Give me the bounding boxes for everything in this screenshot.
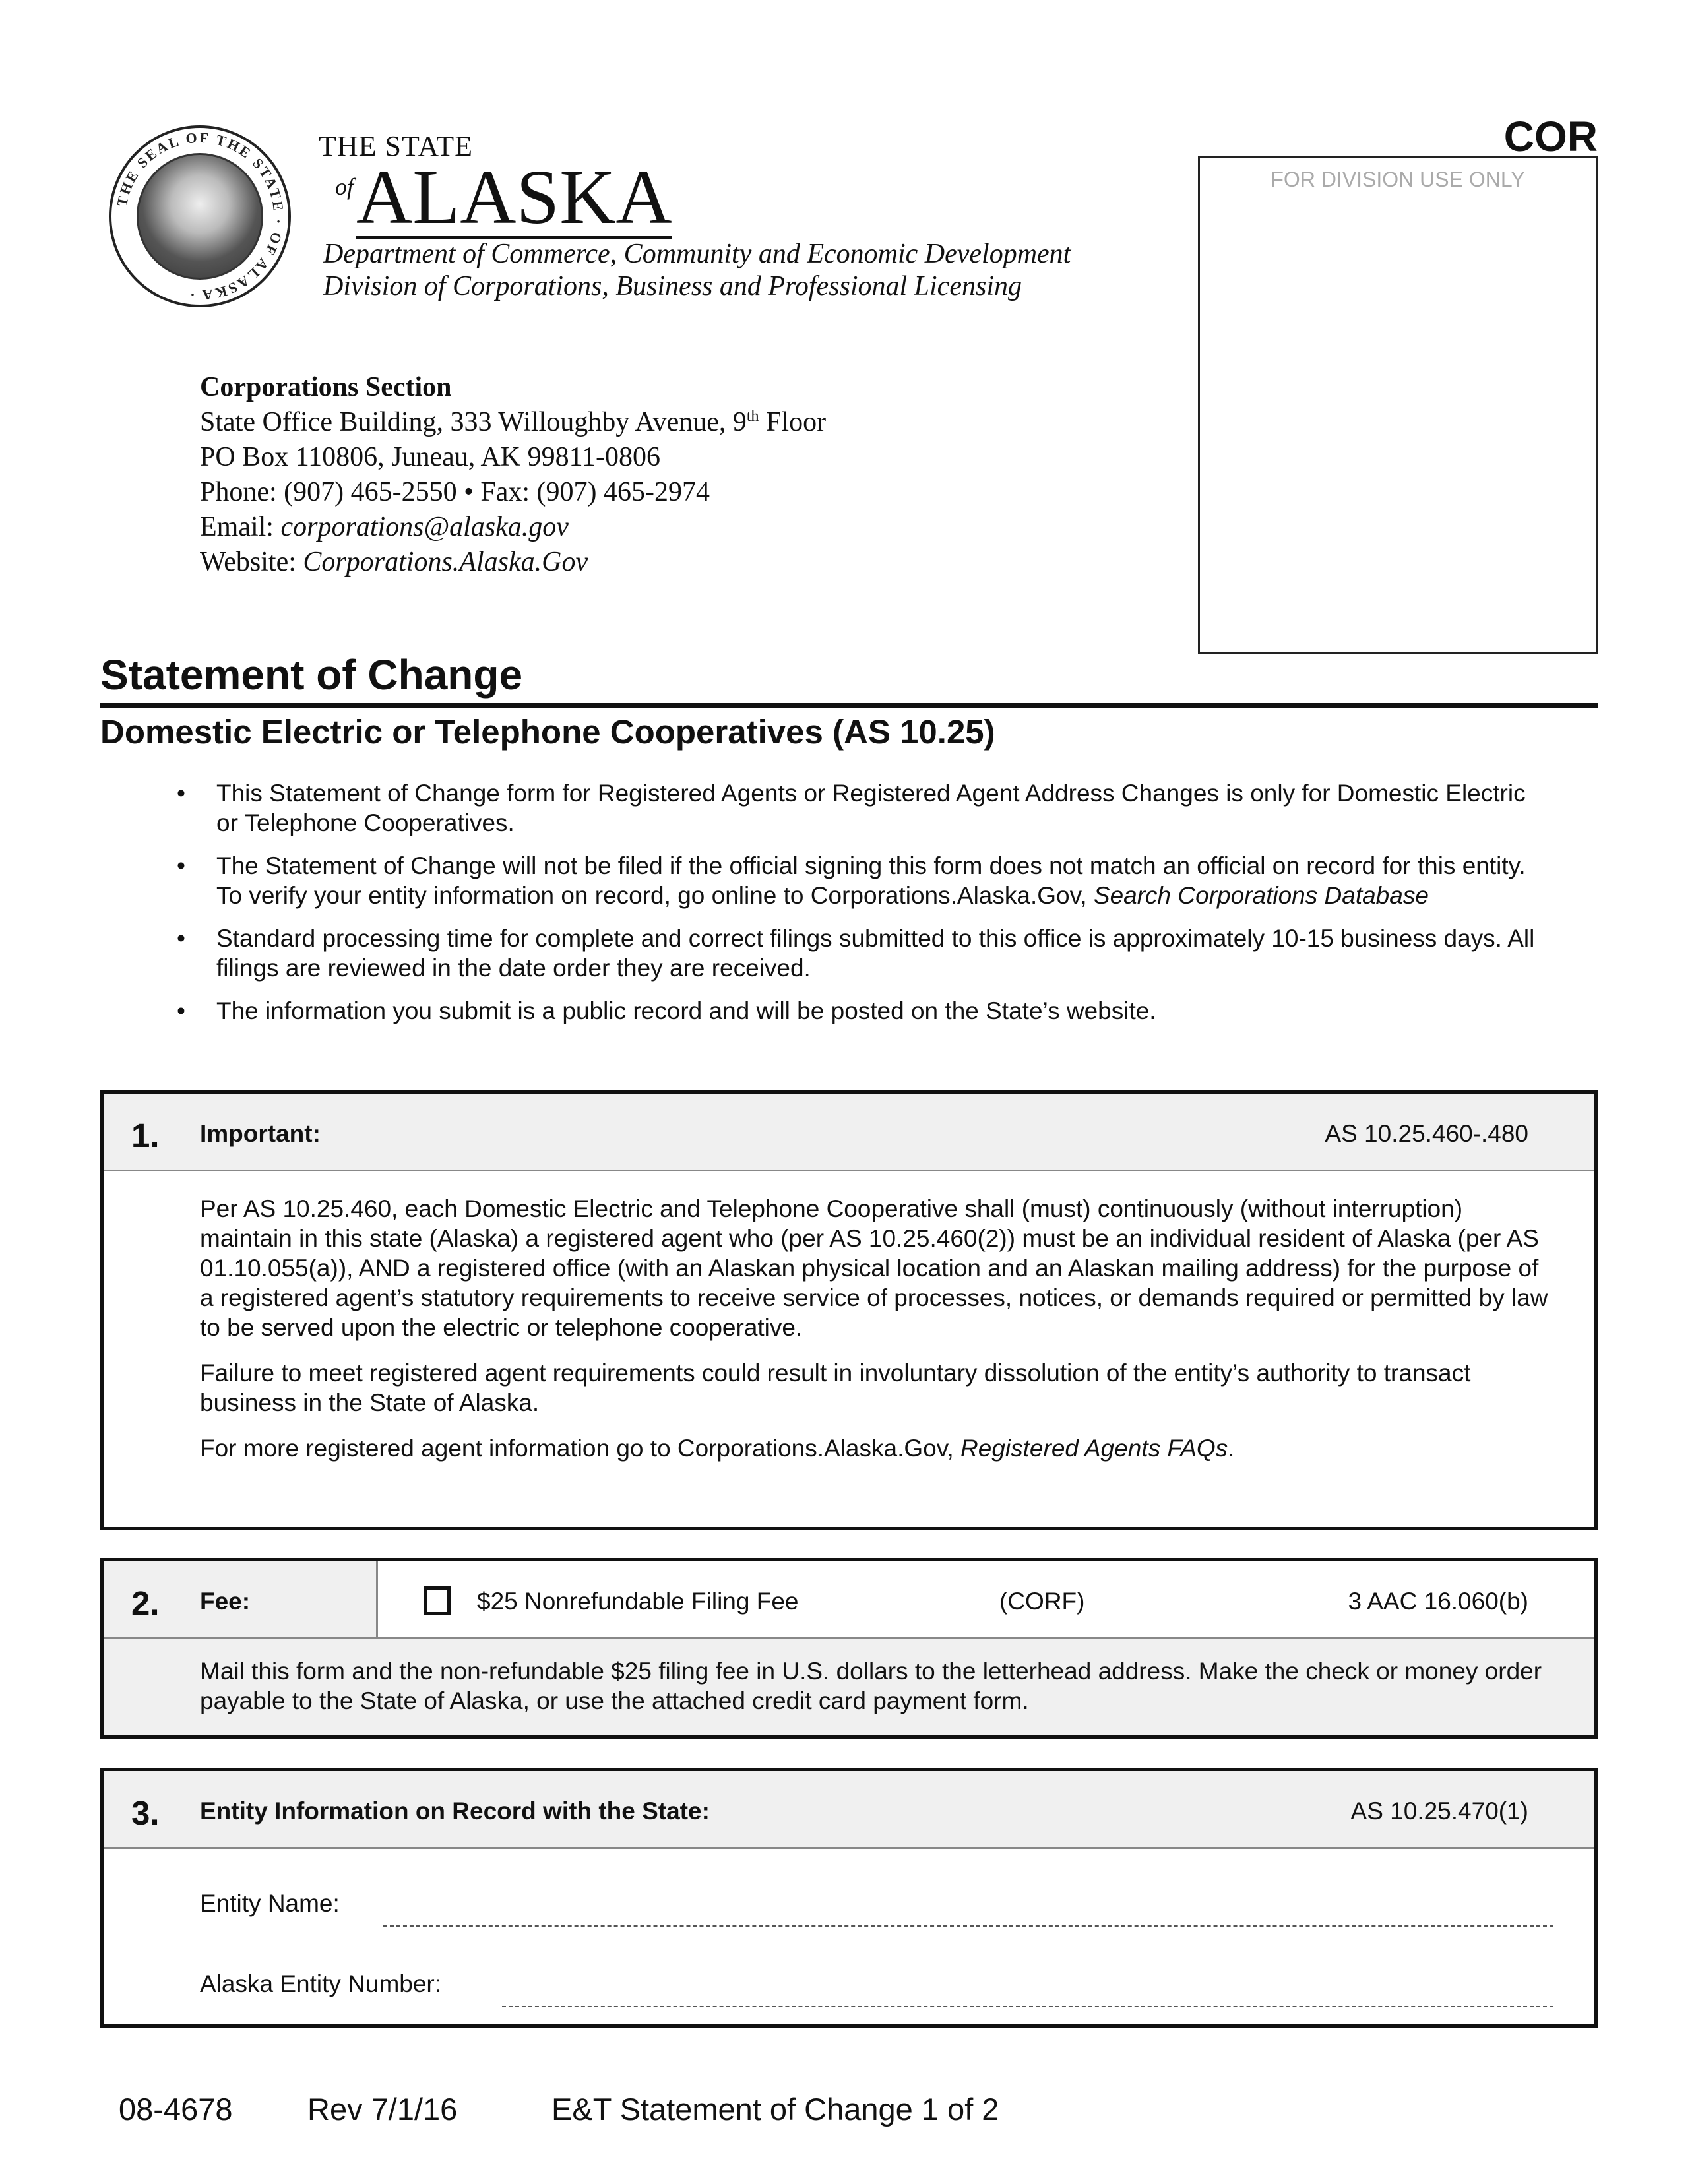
the-state-text: THE STATE: [319, 130, 474, 162]
state-seal-logo: [109, 125, 291, 307]
email-label: Email:: [200, 512, 281, 542]
section-header: [104, 1094, 1594, 1171]
po-box: PO Box 110806, Juneau, AK 99811-0806: [200, 442, 661, 472]
division-use-box: [1198, 156, 1598, 654]
building-sup: th: [746, 408, 759, 425]
list-item: • This Statement of Change form for Registered Agents or Registered Agent Address Changes is only for Domestic Electric or Telephone Cooperatives.: [158, 778, 1544, 838]
paragraph: Per AS 10.25.460, each Domestic Electric and Telephone Cooperative shall (must) continuously (without interruption) maintain in this state (Alaska) a registered agent who (per AS 10.25.460(2)) must be an individual resident of Alaska (per AS 01.10.055(a)), AND a registered office (with an Alaskan physical location and an Alaskan mailing address) for the purpose of a registered agent’s statutory requirements to receive service of processes, notices, or demands required or permitted by law to be served upon the electric or telephone cooperative.: [200, 1195, 1548, 1341]
page-indicator: E&T Statement of Change 1 of 2: [551, 2092, 999, 2127]
list-item: [158, 851, 1544, 910]
department-name: Department of Commerce, Community and Economic Development: [323, 239, 1071, 269]
statute-ref: AS 10.25.470(1): [1350, 1797, 1528, 1825]
section-number: 2.: [131, 1584, 160, 1622]
fee-cell: [376, 1561, 1594, 1637]
website-link[interactable]: Corporations.Alaska.Gov: [303, 547, 588, 577]
section-label: Important:: [200, 1120, 321, 1147]
paragraph: [200, 1433, 1548, 1463]
registered-agents-faq-link[interactable]: Registered Agents FAQs: [960, 1435, 1228, 1462]
website-label: Website:: [200, 547, 303, 577]
email-line: [200, 513, 569, 541]
svg-text:THE SEAL OF THE STATE · OF ALA: THE SEAL OF THE STATE · OF ALASKA ·: [113, 129, 288, 304]
section-body: [104, 1639, 1594, 1735]
instructions-list: [158, 778, 1544, 1039]
section-header: [104, 1771, 1594, 1849]
bullet-text: The Statement of Change will not be filed if the official signing this form does not match an official on record for this entity. To verify your entity information on record, go online to Corporations.Alaska.Gov,: [216, 852, 1526, 909]
fee-checkbox[interactable]: [424, 1586, 451, 1615]
page-title: Statement of Change: [100, 651, 523, 699]
entity-name-label: Entity Name:: [200, 1890, 340, 1917]
section-number: 3.: [131, 1794, 160, 1832]
alaska-wordmark: ALASKA: [356, 154, 672, 240]
building-floor: Floor: [759, 407, 827, 437]
section-important: [100, 1090, 1598, 1530]
section-label: Fee:: [200, 1588, 251, 1615]
building-address: [200, 408, 826, 436]
section-body: [104, 1171, 1594, 1505]
division-use-label: FOR DIVISION USE ONLY: [1270, 168, 1525, 191]
title-divider: [100, 703, 1598, 708]
section-number: 1.: [131, 1117, 160, 1154]
paragraph: Mail this form and the non-refundable $25 filing fee in U.S. dollars to the letterhead address. Make the check or money order payable to the State of Alaska, or use the attached credit card payment form.: [200, 1658, 1542, 1714]
section-label: Entity Information on Record with the State:: [200, 1797, 710, 1825]
page-subtitle: Domestic Electric or Telephone Cooperatives (AS 10.25): [100, 713, 995, 751]
fee-label: $25 Nonrefundable Filing Fee: [477, 1588, 799, 1615]
paragraph: Failure to meet registered agent requirements could result in involuntary dissolution of the entity’s authority to transact business in the State of Alaska.: [200, 1359, 1471, 1416]
section-entity-info: [100, 1768, 1598, 2028]
entity-number-field[interactable]: [502, 2006, 1553, 2007]
list-item: • The information you submit is a public record and will be posted on the State’s website.: [158, 996, 1544, 1026]
form-number: 08-4678: [119, 2092, 233, 2127]
statute-ref: 3 AAC 16.060(b): [1348, 1588, 1528, 1615]
building-text: State Office Building, 333 Willoughby Avenue, 9: [200, 407, 747, 437]
para-text: For more registered agent information go to Corporations.Alaska.Gov,: [200, 1435, 961, 1462]
form-code: COR: [1503, 113, 1598, 160]
revision: Rev 7/1/16: [307, 2092, 458, 2127]
fee-code: (CORF): [999, 1588, 1085, 1615]
para-end: .: [1228, 1435, 1235, 1462]
phone-fax: Phone: (907) 465-2550 • Fax: (907) 465-2974: [200, 477, 710, 507]
email-link[interactable]: corporations@alaska.gov: [280, 512, 569, 542]
search-database-link[interactable]: Search Corporations Database: [1093, 882, 1429, 909]
entity-name-field[interactable]: [383, 1925, 1553, 1927]
section-name: Corporations Section: [200, 372, 452, 402]
division-name: Division of Corporations, Business and Professional Licensing: [323, 271, 1022, 301]
of-text: of: [335, 173, 354, 200]
section-fee: [100, 1558, 1598, 1739]
statute-ref: AS 10.25.460-.480: [1325, 1120, 1528, 1147]
section-header: [104, 1561, 1594, 1639]
entity-number-label: Alaska Entity Number:: [200, 1970, 442, 1997]
list-item: • Standard processing time for complete and correct filings submitted to this office is approximately 10-15 business days. All filings are reviewed in the date order they are received.: [158, 923, 1544, 983]
website-line: [200, 548, 588, 576]
